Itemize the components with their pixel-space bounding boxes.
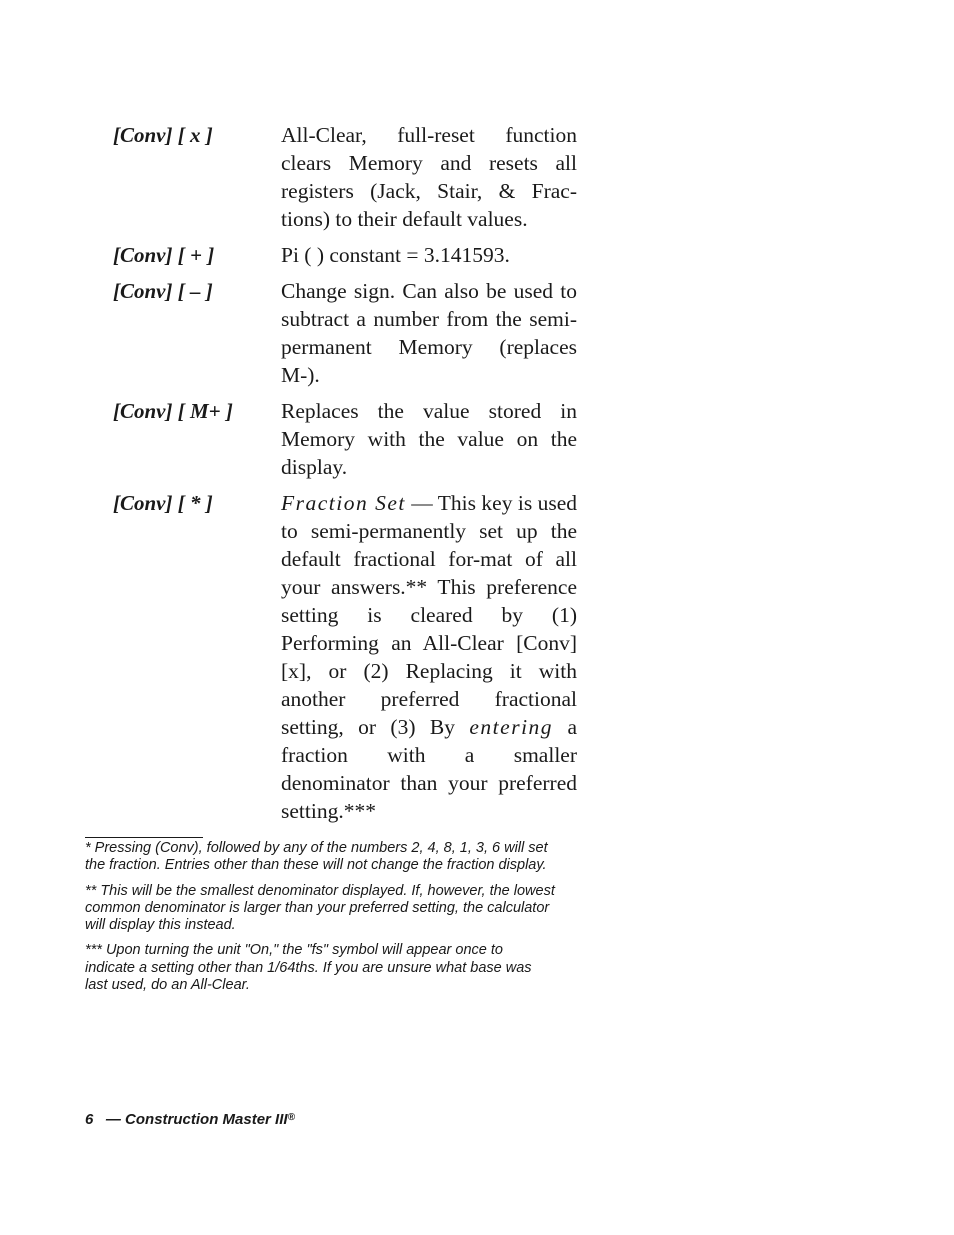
entry-conv-plus xyxy=(113,241,577,269)
key-label: [Conv] [ M+ ] xyxy=(113,399,233,423)
footnote-3: *** Upon turning the unit "On," the "fs" symbol will appear once to indicate a setting other than 1/64ths. If you are unsure what base was last used, do an All-Clear. xyxy=(85,942,532,994)
page-number: 6 xyxy=(85,1111,94,1128)
key-description: Change sign. Can also be used to subtract a number from the semi-permanent Memory (replaces M-). xyxy=(281,279,577,387)
footnote-2: ** This will be the smallest denominator displayed. If, however, the lowest common denominator is larger than your preferred setting, the calculator will display this instead. xyxy=(85,882,555,934)
fraction-set-term: Fraction Set xyxy=(281,491,406,515)
entry-conv-minus xyxy=(113,277,577,389)
footnote-divider xyxy=(85,837,203,838)
entry-conv-x xyxy=(113,121,577,233)
key-description: All-Clear, full-reset function clears Memory and resets all registers (Jack, Stair, & Frac-tions) to their default values. xyxy=(281,123,577,231)
page-footer xyxy=(85,1110,295,1130)
key-description: Replaces the value stored in Memory with the value on the display. xyxy=(281,399,577,479)
footnote-1: * Pressing (Conv), followed by any of the numbers 2, 4, 8, 1, 3, 6 will set the fraction. Entries other than these will not change the fraction display. xyxy=(85,840,548,874)
footer-title: Construction Master III xyxy=(125,1111,288,1128)
function-key-list xyxy=(113,121,577,833)
entering-term: entering xyxy=(469,715,554,739)
entry-conv-m-plus xyxy=(113,397,577,481)
key-label: [Conv] [ * ] xyxy=(113,491,213,515)
key-label: [Conv] [ + ] xyxy=(113,243,215,267)
registered-mark: ® xyxy=(287,1112,295,1123)
footnotes xyxy=(85,840,555,1002)
key-description: Pi ( ) constant = 3.141593. xyxy=(281,243,510,267)
key-label: [Conv] [ – ] xyxy=(113,279,213,303)
description-text: a fraction with a smaller denominator than your preferred setting.*** xyxy=(281,715,577,823)
description-text: — This key is used to semi-permanently set up the default fractional for-mat of all your answers.** This preference setting is cleared by (1) Performing an All-Clear [Conv][x], or (2) Replacing it with another preferred fractional setting, or (3) By xyxy=(281,491,577,739)
footer-separator: — xyxy=(105,1111,121,1128)
key-description xyxy=(281,489,577,825)
key-label: [Conv] [ x ] xyxy=(113,123,213,147)
entry-conv-star xyxy=(113,489,577,825)
